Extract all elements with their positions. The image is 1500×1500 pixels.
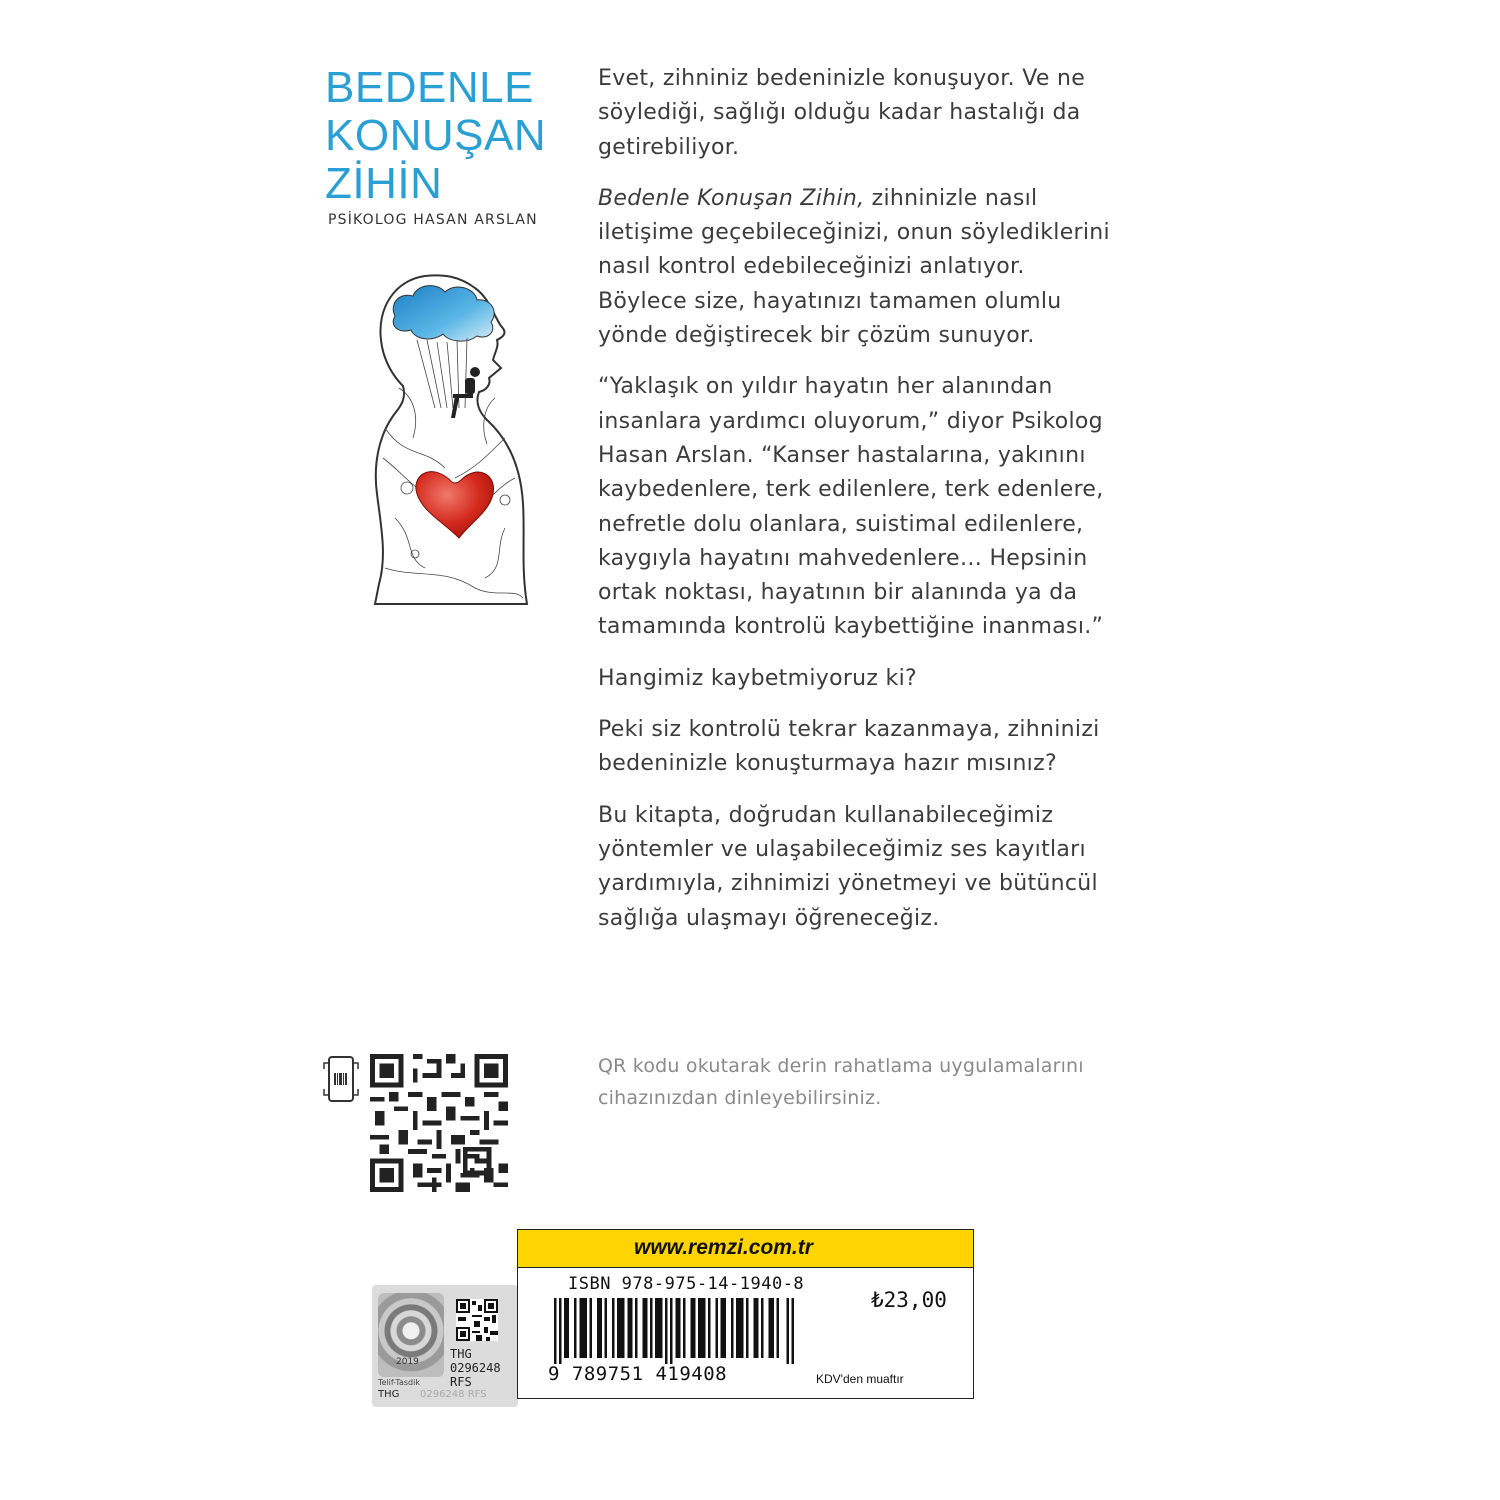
barcode-box	[517, 1229, 974, 1399]
sitting-figure-icon	[451, 367, 480, 418]
sticker-code-line: THG	[450, 1347, 472, 1361]
blurb-line: Evet, zihniniz bedeninizle konuşuyor. Ve ne	[598, 66, 1086, 91]
blurb-line: Böylece size, hayatınızı tamamen olumlu	[598, 288, 1062, 314]
phone-scan-icon	[322, 1055, 360, 1105]
author-name: PSİKOLOG HASAN ARSLAN	[328, 212, 538, 228]
sticker-faint-serial: 0296248 RFS	[420, 1389, 487, 1400]
blurb-line	[598, 182, 1173, 216]
blurb-line: getirebiliyor.	[598, 134, 740, 160]
blurb-line: yönde değiştirecek bir çözüm sunuyor.	[598, 323, 1035, 349]
blurb-line: nefretle dolu olanlara, suistimal edilenlere,	[598, 511, 1084, 537]
tax-exempt-note: KDV'den muaftır	[816, 1372, 904, 1386]
blurb-line: yöntemler ve ulaşabileceğimiz ses kayıtları	[598, 836, 1086, 862]
blurb-paragraph-2	[598, 182, 1173, 353]
blurb-line: söylediği, sağlığı olduğu kadar hastalığı da	[598, 100, 1081, 126]
title-line-2: KONUŞAN	[325, 111, 547, 160]
head-heart-illustration	[355, 268, 545, 618]
blurb-line: iletişime geçebileceğinizi, onun söylediklerini	[598, 220, 1110, 246]
blurb-line: Hangimiz kaybetmiyoruz ki?	[598, 665, 917, 691]
blurb-line: tamamında kontrolü kaybettiğine inanması.”	[598, 614, 1104, 640]
ean-barcode-icon	[554, 1298, 794, 1364]
title-line-3: ZİHİN	[325, 159, 443, 208]
book-title-italic: Bedenle Konuşan Zihin,	[598, 185, 865, 211]
sticker-code-line: RFS	[450, 1375, 472, 1389]
publisher-banner	[518, 1230, 973, 1268]
blurb-line: “Yaklaşık on yıldır hayatın her alanından	[598, 374, 1053, 400]
blurb-line: Bu kitapta, doğrudan kullanabileceğimiz	[598, 802, 1054, 828]
blurb-line: insanlara yardımcı oluyorum,” diyor Psikolog	[598, 408, 1103, 434]
barcode-digits: 9 789751 419408	[548, 1363, 728, 1385]
back-cover-blurb	[598, 62, 1173, 953]
blurb-paragraph-6	[598, 799, 1173, 936]
blurb-paragraph-5	[598, 713, 1173, 782]
sticker-serial	[450, 1347, 501, 1389]
blurb-paragraph-3	[598, 370, 1173, 644]
sticker-qr-icon	[456, 1299, 498, 1341]
qr-instruction-line: QR kodu okutarak derin rahatlama uygulamalarını	[598, 1055, 1084, 1077]
isbn-number: ISBN 978-975-14-1940-8	[568, 1274, 805, 1294]
qr-code-icon[interactable]	[370, 1054, 508, 1192]
blurb-line: Peki siz kontrolü tekrar kazanmaya, zihninizi	[598, 717, 1100, 743]
blurb-line: bedeninizle konuşturmaya hazır mısınız?	[598, 751, 1057, 777]
sticker-code-line: 0296248	[450, 1361, 501, 1375]
blurb-line: ortak noktası, hayatının bir alanında ya da	[598, 580, 1078, 606]
price: ₺23,00	[871, 1288, 947, 1312]
hologram-subtitle: Telif-Tasdik	[378, 1378, 420, 1387]
publisher-website-link[interactable]: www.remzi.com.tr	[634, 1236, 813, 1259]
authentication-sticker	[372, 1285, 518, 1407]
blurb-line: Hasan Arslan. “Kanser hastalarına, yakınını	[598, 442, 1086, 468]
blurb-line: kaybedenlere, terk edilenlere, terk edenlere,	[598, 477, 1104, 503]
blurb-line: sağlığa ulaşmayı öğreneceğiz.	[598, 905, 940, 931]
blurb-paragraph-1	[598, 62, 1173, 165]
blurb-line: nasıl kontrol edebileceğinizi anlatıyor.	[598, 254, 1025, 280]
qr-instruction-line: cihazınızdan dinleyebilirsiniz.	[598, 1087, 882, 1109]
blurb-line: yardımıyla, zihnimizi yönetmeyi ve bütüncül	[598, 871, 1098, 897]
sticker-bottom-label: THG	[378, 1389, 400, 1400]
hologram-year: 2019	[396, 1357, 419, 1367]
title-line-1: BEDENLE	[325, 63, 534, 112]
blurb-line-rest: zihninizle nasıl	[864, 185, 1038, 211]
blurb-paragraph-4	[598, 662, 1173, 696]
qr-instruction	[598, 1050, 1198, 1114]
book-title	[325, 64, 565, 208]
blurb-line: kaygıyla hayatını mahvedenlere… Hepsinin	[598, 545, 1088, 571]
